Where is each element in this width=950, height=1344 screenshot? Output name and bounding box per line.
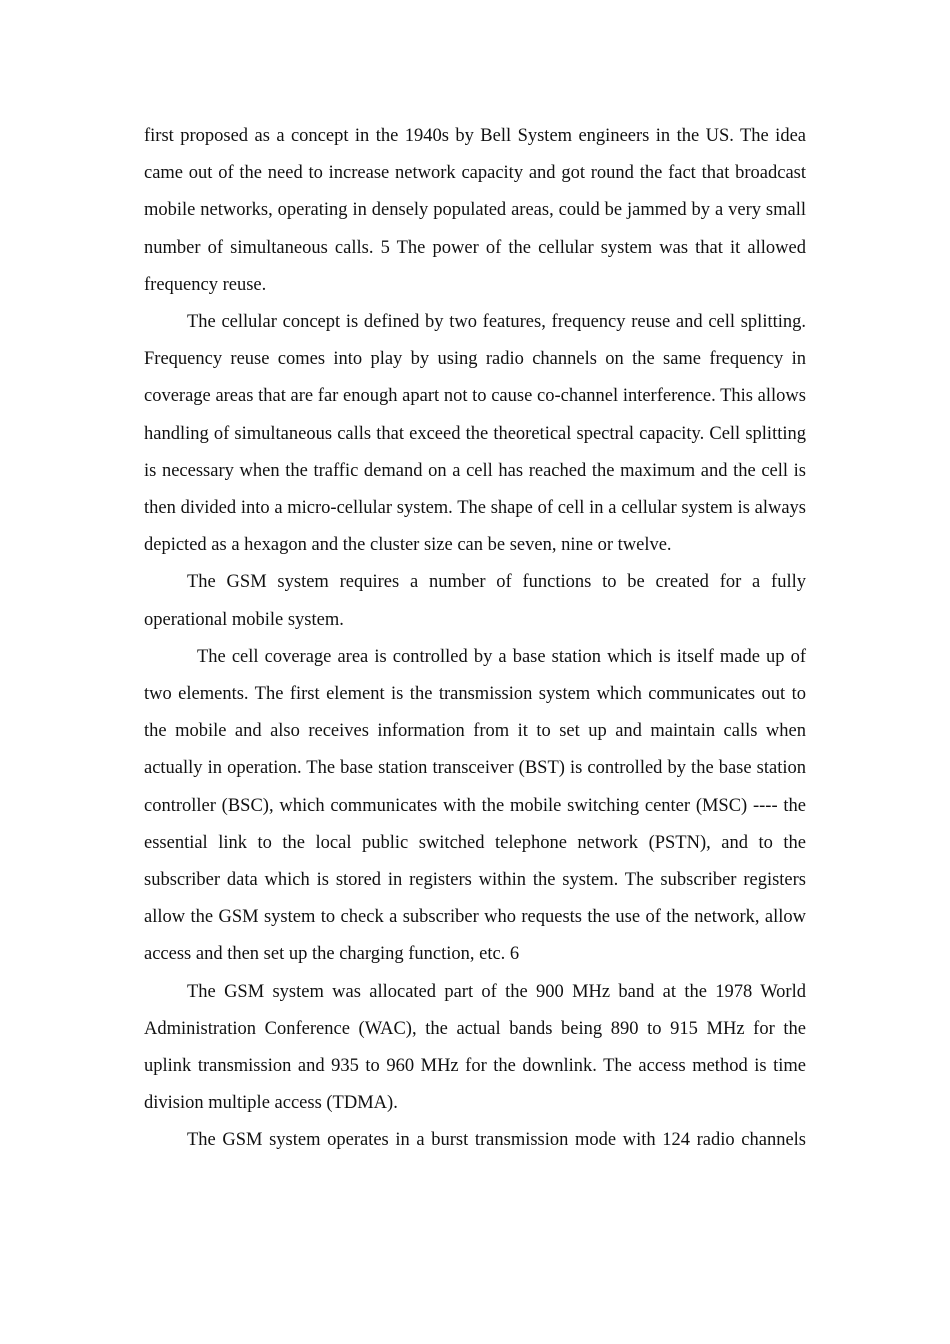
paragraph-cellular-concept: The cellular concept is defined by two features, frequency reuse and cell splitting. Frequency reuse comes into play by using radio channels on the same frequency in coverage areas that are far enough apart not to cause co-channel interference. This allows handling of simultaneous calls that exceed the theoretical spectral capacity. Cell splitting is necessary when the traffic demand on a cell has reached the maximum and the cell is then divided into a micro-cellular system. The shape of cell in a cellular system is always depicted as a hexagon and the cluster size can be seven, nine or twelve. <box>144 312 806 556</box>
paragraph-gsm-functions: The GSM system requires a number of functions to be created for a fully operational mobile system. <box>144 572 806 630</box>
paragraph-burst-transmission: The GSM system operates in a burst transmission mode with 124 radio channels <box>187 1130 806 1151</box>
paragraph-frequency-bands: The GSM system was allocated part of the 900 MHz band at the 1978 World Administration Conference (WAC), the actual bands being 890 to 915 MHz for the uplink transmission and 935 to 960 MHz for the downlink. The access method is time division multiple access (TDMA). <box>144 981 806 1114</box>
paragraph-base-station: The cell coverage area is controlled by a base station which is itself made up of two elements. The first element is the transmission system which communicates out to the mobile and also receives information from it to set up and maintain calls when actually in operation. The base station transceiver (BST) is controlled by the base station controller (BSC), which communicates with the mobile switching center (MSC) ---- the essential link to the local public switched telephone network (PSTN), and to the subscriber data which is stored in registers within the system. The subscriber registers allow the GSM system to check a subscriber who requests the use of the network, allow access and then set up the charging function, etc. 6 <box>144 646 806 965</box>
body-text <box>144 118 806 1160</box>
paragraph-cellular-origin: first proposed as a concept in the 1940s by Bell System engineers in the US. The idea came out of the need to increase network capacity and got round the fact that broadcast mobile networks, operating in densely populated areas, could be jammed by a very small number of simultaneous calls. 5 The power of the cellular system was that it allowed frequency reuse. <box>144 126 806 295</box>
